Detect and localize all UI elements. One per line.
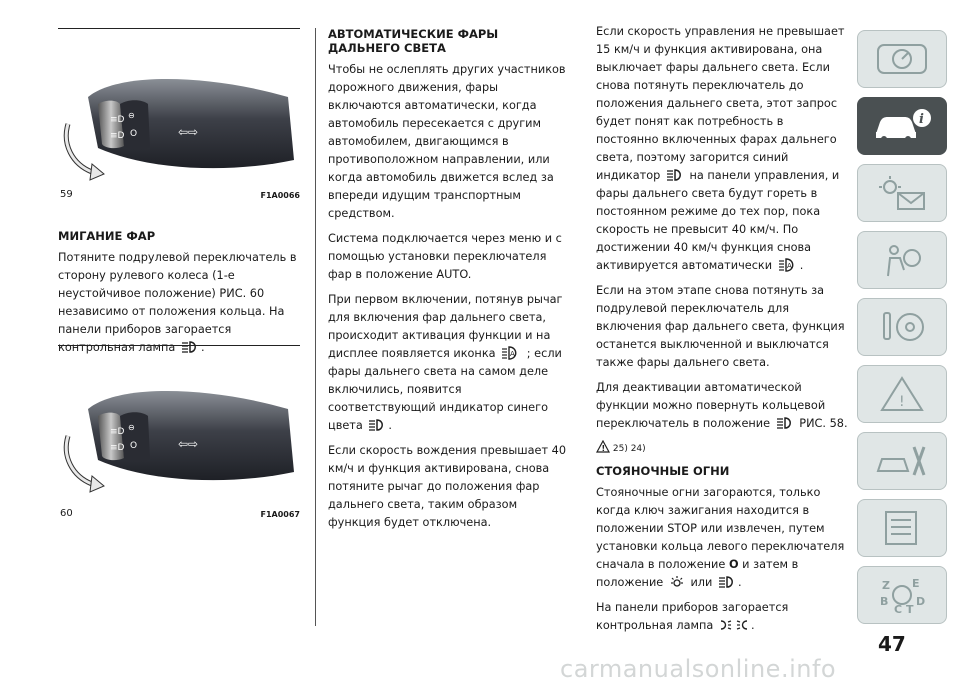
section-heading: АВТОМАТИЧЕСКИЕ ФАРЫ ДАЛЬНЕГО СВЕТА xyxy=(328,27,499,55)
headlight-flash-text: Потяните подрулевой переключатель в сторону рулевого колеса (1-е неустойчивое положение) РИС. 60 независимо от положения кольца. На панели приборов загорается контрольная лампа xyxy=(58,251,297,354)
section-heading: СТОЯНОЧНЫЕ ОГНИ xyxy=(596,464,730,478)
dashboard-gauge-icon xyxy=(874,39,930,79)
figure-60-number: 60 xyxy=(60,508,73,519)
svg-text:O: O xyxy=(130,129,138,139)
car-info-icon xyxy=(870,106,934,146)
svg-text:T: T xyxy=(906,603,914,615)
side-lights-icon xyxy=(719,618,749,632)
parking-light-sun-icon xyxy=(669,575,685,589)
paragraph: Система подключается через меню и с помощью установки переключателя фар в положение AUTO. xyxy=(328,232,562,281)
figure-59-number: 59 xyxy=(60,189,73,200)
paragraph-text: . xyxy=(737,576,742,589)
paragraph-text: на панели управления, и фары дальнего света будут гореть в постоянном режиме до тех пор, пока скорость не превысит 40 км/ч. По достижении 40 км/ч функция снова активируется автоматически xyxy=(596,169,840,272)
warning-light-message-icon xyxy=(874,173,930,213)
svg-text:⊖: ⊖ xyxy=(128,111,135,120)
high-beam-icon xyxy=(666,168,684,182)
paragraph: Если скорость вождения превышает 40 км/ч и функция активирована, снова потяните рычаг до положения фар дальнего света, таким образом функция будет отключена. xyxy=(328,444,567,529)
svg-text:C: C xyxy=(894,603,903,615)
page-number: 47 xyxy=(878,632,906,656)
paragraph-text: Стояночные огни загораются, только когда ключ зажигания находится в положении STOP или извлечен, путем установки кольца левого переключателя сначала в положение xyxy=(596,486,845,571)
tab-starting-driving[interactable] xyxy=(857,298,947,356)
chapter-navigation-sidebar xyxy=(857,30,953,633)
paragraph-text: . xyxy=(388,419,392,432)
svg-text:≡D: ≡D xyxy=(110,443,125,453)
svg-text:≡D: ≡D xyxy=(110,131,125,141)
emergency-triangle-icon xyxy=(874,374,930,414)
right-column xyxy=(596,23,848,642)
auto-high-beam-icon xyxy=(778,258,798,272)
paragraph-text: и затем в положение xyxy=(596,558,799,589)
svg-text:B: B xyxy=(880,595,889,608)
paragraph: Чтобы не ослеплять других участников дорожного движения, фары включаются автоматически, когда автомобиль пересекается с другим автомобилем, двигающимся в противоположном направлении, или когда автомобиль движется вслед за впереди идущим транспортным средством. xyxy=(328,63,566,220)
key-steering-wheel-icon xyxy=(874,307,930,347)
svg-text:!: ! xyxy=(601,444,606,453)
high-beam-icon xyxy=(181,340,199,354)
paragraph-text: Для деактивации автоматической функции можно повернуть кольцевой переключатель в положение xyxy=(596,381,826,430)
figure-reference: РИС. 58. xyxy=(799,417,848,430)
figure-59-code: F1A0066 xyxy=(260,191,300,200)
warning-references: 25) 24) xyxy=(612,444,646,454)
high-beam-icon xyxy=(718,575,736,589)
paragraph-text: При первом включении, потянув рычаг для включения фар дальнего света, происходит активация функции и на дисплее появляется иконка xyxy=(328,293,563,360)
tab-index[interactable] xyxy=(857,566,947,624)
alphabetical-index-icon xyxy=(874,575,930,615)
off-position-symbol: O xyxy=(728,558,739,571)
paragraph-text: Если скорость управления не превышает 15 км/ч и функция активирована, она выключает фары дальнего света. Если снова потянуть переключатель до положения дальнего света, этот запрос будет понят как потребность в постоянно включенных фарах дальнего света, поэтому загорится синий индикатор xyxy=(596,25,845,182)
paragraph-text: . xyxy=(799,259,804,272)
svg-text:E: E xyxy=(912,577,920,590)
middle-column xyxy=(328,27,572,539)
paragraph: Если на этом этапе снова потянуть за подрулевой переключатель для включения фар дальнего света, функция останется выключенной и выключатся также фары дальнего света. xyxy=(596,284,845,369)
tab-servicing[interactable] xyxy=(857,432,947,490)
svg-text:⇦⇨: ⇦⇨ xyxy=(178,437,199,451)
specifications-list-icon xyxy=(874,508,930,548)
svg-text:A: A xyxy=(786,262,792,270)
paragraph-text: На панели приборов загорается контрольная лампа xyxy=(596,601,789,632)
headlight-flash-text-end: . xyxy=(200,341,205,354)
tab-car-info[interactable] xyxy=(857,97,947,155)
tab-specifications[interactable] xyxy=(857,499,947,557)
svg-text:⊖: ⊖ xyxy=(128,423,135,432)
tab-safety[interactable] xyxy=(857,231,947,289)
column-divider xyxy=(315,28,316,626)
car-service-tools-icon xyxy=(874,441,930,481)
svg-text:≡D: ≡D xyxy=(110,427,125,437)
auto-high-beam-icon xyxy=(501,346,521,360)
figure-60-code: F1A0067 xyxy=(260,510,300,519)
section-heading: МИГАНИЕ ФАР xyxy=(58,229,156,243)
figure-60-top-rule xyxy=(58,345,300,346)
warning-triangle-icon xyxy=(596,440,610,453)
watermark: carmanualsonline.info xyxy=(560,655,837,683)
left-column xyxy=(58,229,308,364)
figure-59-top-rule xyxy=(58,28,300,29)
svg-text:≡D: ≡D xyxy=(110,115,125,125)
svg-text:!: ! xyxy=(899,394,905,410)
tab-warning-lights[interactable] xyxy=(857,164,947,222)
high-beam-icon xyxy=(368,418,386,432)
svg-text:⇦⇨: ⇦⇨ xyxy=(178,125,199,139)
paragraph-text: . xyxy=(750,619,755,632)
high-beam-icon xyxy=(776,416,794,430)
svg-text:A: A xyxy=(510,350,515,358)
airbag-safety-icon xyxy=(874,240,930,280)
svg-text:Z: Z xyxy=(882,579,890,592)
svg-text:O: O xyxy=(130,441,138,451)
svg-text:D: D xyxy=(916,595,926,608)
tab-dashboard[interactable] xyxy=(857,30,947,88)
paragraph-text: или xyxy=(690,576,713,589)
svg-text:i: i xyxy=(919,112,924,127)
figure-59-stalk-illustration xyxy=(58,52,300,187)
paragraph-text: ; если фары дальнего света на самом деле включились, появится соответствующий индикатор синего цвета xyxy=(328,347,562,432)
tab-emergency[interactable] xyxy=(857,365,947,423)
figure-60-stalk-illustration xyxy=(58,364,300,499)
